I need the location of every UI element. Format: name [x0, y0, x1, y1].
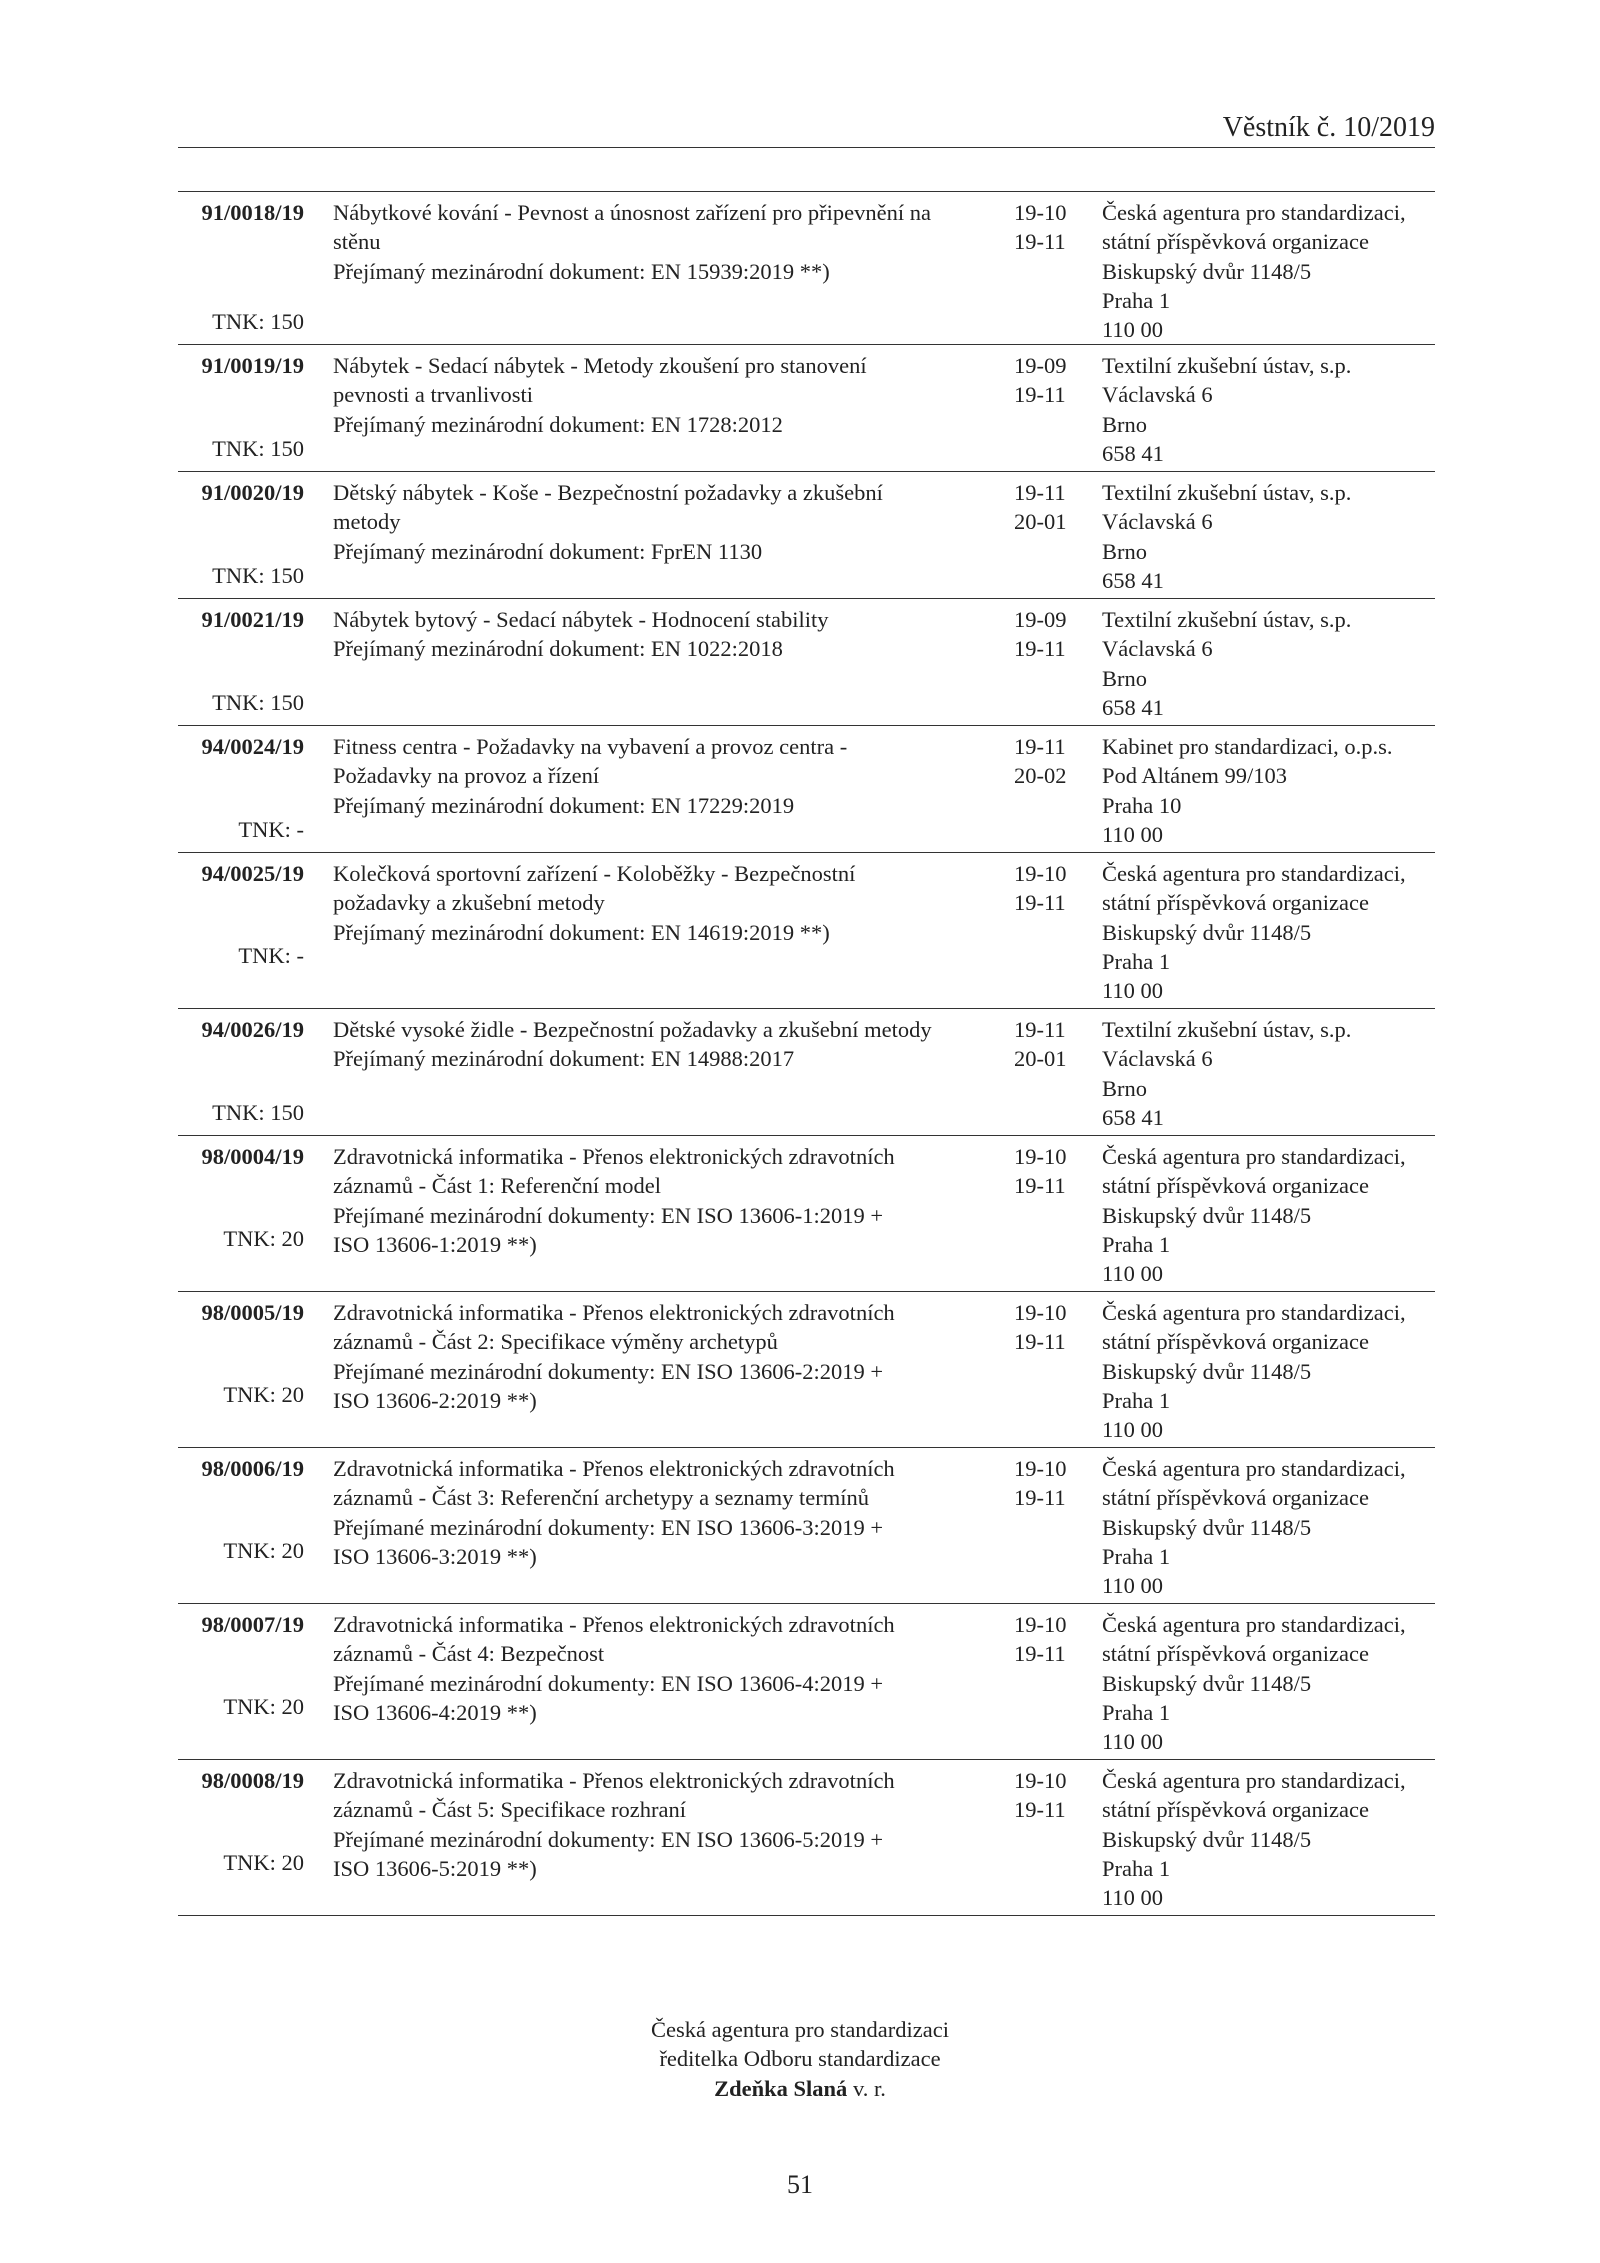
standard-dates: 19-11 20-02 [1014, 734, 1067, 789]
signature-name: Zdeňka Slaná [714, 2075, 848, 2101]
standard-title: Zdravotnická informatika - Přenos elektronických zdravotních záznamů - Část 2: Specifikace výměny archetypů Přejímané mezinárodní dokumenty: EN ISO 13606-2:2019 + ISO 13606-2:2019 **) [333, 1300, 895, 1413]
signature-suffix: v. r. [852, 2075, 886, 2101]
standard-number: 98/0005/19 [201, 1300, 304, 1325]
tnk-label: TNK: 20 [223, 1693, 304, 1719]
standard-title: Zdravotnická informatika - Přenos elektronických zdravotních záznamů - Část 5: Specifikace rozhraní Přejímané mezinárodní dokumenty: EN ISO 13606-5:2019 + ISO 13606-5:2019 **) [333, 1768, 895, 1881]
page-header: Věstník č. 10/2019 [1222, 112, 1435, 143]
tnk-label: TNK: - [238, 816, 304, 842]
processing-organization: Česká agentura pro standardizaci, státní příspěvková organizace Biskupský dvůr 1148/5 Praha 1 110 00 [1102, 1144, 1406, 1287]
standard-number: 94/0026/19 [201, 1017, 304, 1042]
standard-number: 94/0025/19 [201, 861, 304, 886]
standard-number: 98/0008/19 [201, 1768, 304, 1793]
processing-organization: Kabinet pro standardizaci, o.p.s. Pod Altánem 99/103 Praha 10 110 00 [1102, 734, 1393, 847]
standard-title: Kolečková sportovní zařízení - Koloběžky - Bezpečnostní požadavky a zkušební metody Přejímaný mezinárodní dokument: EN 14619:2019 **) [333, 861, 856, 945]
tnk-label: TNK: 150 [212, 689, 304, 715]
standard-number: 91/0019/19 [201, 353, 304, 378]
signature-role: ředitelka Odboru standardizace [659, 2046, 941, 2072]
processing-organization: Česká agentura pro standardizaci, státní příspěvková organizace Biskupský dvůr 1148/5 Praha 1 110 00 [1102, 1612, 1406, 1755]
header-divider [178, 147, 1435, 148]
standard-title: Nábytek - Sedací nábytek - Metody zkoušení pro stanovení pevnosti a trvanlivosti Přejímaný mezinárodní dokument: EN 1728:2012 [333, 353, 867, 437]
signature-block [0, 2015, 1600, 2103]
tnk-label: TNK: 150 [212, 562, 304, 588]
processing-organization: Textilní zkušební ústav, s.p. Václavská 6 Brno 658 41 [1102, 353, 1352, 466]
standard-entry [178, 852, 1435, 1008]
standard-dates: 19-10 19-11 [1014, 1144, 1067, 1199]
tnk-label: TNK: 150 [212, 435, 304, 461]
standard-entry [178, 1291, 1435, 1447]
standard-dates: 19-10 19-11 [1014, 200, 1067, 255]
standard-number: 98/0006/19 [201, 1456, 304, 1481]
standard-entry [178, 1008, 1435, 1135]
standard-title: Dětské vysoké židle - Bezpečnostní požadavky a zkušební metody Přejímaný mezinárodní dokument: EN 14988:2017 [333, 1017, 932, 1072]
standard-entry [178, 1135, 1435, 1291]
standard-dates: 19-10 19-11 [1014, 1456, 1067, 1511]
processing-organization: Česká agentura pro standardizaci, státní příspěvková organizace Biskupský dvůr 1148/5 Praha 1 110 00 [1102, 1768, 1406, 1911]
standard-title: Nábytkové kování - Pevnost a únosnost zařízení pro připevnění na stěnu Přejímaný mezinárodní dokument: EN 15939:2019 **) [333, 200, 931, 284]
standard-dates: 19-10 19-11 [1014, 1300, 1067, 1355]
tnk-label: TNK: 20 [223, 1225, 304, 1251]
standard-entry [178, 191, 1435, 344]
standard-entry [178, 1447, 1435, 1603]
standard-dates: 19-10 19-11 [1014, 1612, 1067, 1667]
standard-number: 91/0018/19 [201, 200, 304, 225]
standard-entry [178, 725, 1435, 852]
standard-title: Nábytek bytový - Sedací nábytek - Hodnocení stability Přejímaný mezinárodní dokument: EN 1022:2018 [333, 607, 829, 662]
standard-number: 98/0007/19 [201, 1612, 304, 1637]
tnk-label: TNK: 150 [212, 308, 304, 334]
processing-organization: Česká agentura pro standardizaci, státní příspěvková organizace Biskupský dvůr 1148/5 Praha 1 110 00 [1102, 200, 1406, 343]
standard-dates: 19-10 19-11 [1014, 861, 1067, 916]
tnk-label: TNK: 150 [212, 1099, 304, 1125]
standard-dates: 19-09 19-11 [1014, 607, 1067, 662]
processing-organization: Česká agentura pro standardizaci, státní příspěvková organizace Biskupský dvůr 1148/5 Praha 1 110 00 [1102, 1456, 1406, 1599]
standard-title: Zdravotnická informatika - Přenos elektronických zdravotních záznamů - Část 1: Referenční model Přejímané mezinárodní dokumenty: EN ISO 13606-1:2019 + ISO 13606-1:2019 **) [333, 1144, 895, 1257]
standard-dates: 19-11 20-01 [1014, 1017, 1067, 1072]
standard-title: Fitness centra - Požadavky na vybavení a provoz centra - Požadavky na provoz a řízení Přejímaný mezinárodní dokument: EN 17229:2019 [333, 734, 848, 818]
processing-organization: Textilní zkušební ústav, s.p. Václavská 6 Brno 658 41 [1102, 1017, 1352, 1130]
processing-organization: Textilní zkušební ústav, s.p. Václavská 6 Brno 658 41 [1102, 607, 1352, 720]
tnk-label: TNK: 20 [223, 1849, 304, 1875]
standard-number: 94/0024/19 [201, 734, 304, 759]
standard-dates: 19-10 19-11 [1014, 1768, 1067, 1823]
signature-line [0, 2074, 1600, 2103]
processing-organization: Textilní zkušební ústav, s.p. Václavská 6 Brno 658 41 [1102, 480, 1352, 593]
signature-agency: Česká agentura pro standardizaci [651, 2017, 949, 2042]
standard-title: Zdravotnická informatika - Přenos elektronických zdravotních záznamů - Část 4: Bezpečnost Přejímané mezinárodní dokumenty: EN ISO 13606-4:2019 + ISO 13606-4:2019 **) [333, 1612, 895, 1725]
tnk-label: TNK: 20 [223, 1381, 304, 1407]
processing-organization: Česká agentura pro standardizaci, státní příspěvková organizace Biskupský dvůr 1148/5 Praha 1 110 00 [1102, 861, 1406, 1004]
standard-entry [178, 471, 1435, 598]
tnk-label: TNK: 20 [223, 1537, 304, 1563]
standard-entry [178, 344, 1435, 471]
standard-title: Dětský nábytek - Koše - Bezpečnostní požadavky a zkušební metody Přejímaný mezinárodní dokument: FprEN 1130 [333, 480, 883, 564]
standard-number: 98/0004/19 [201, 1144, 304, 1169]
standards-list [178, 191, 1435, 1916]
standard-number: 91/0020/19 [201, 480, 304, 505]
standard-entry [178, 598, 1435, 725]
standard-entry [178, 1759, 1435, 1916]
standard-number: 91/0021/19 [201, 607, 304, 632]
standard-title: Zdravotnická informatika - Přenos elektronických zdravotních záznamů - Část 3: Referenční archetypy a seznamy termínů Přejímané mezinárodní dokumenty: EN ISO 13606-3:2019 + ISO 13606-3:2019 **) [333, 1456, 895, 1569]
standard-dates: 19-09 19-11 [1014, 353, 1067, 408]
standard-entry [178, 1603, 1435, 1759]
tnk-label: TNK: - [238, 942, 304, 968]
page-number: 51 [787, 2170, 813, 2199]
processing-organization: Česká agentura pro standardizaci, státní příspěvková organizace Biskupský dvůr 1148/5 Praha 1 110 00 [1102, 1300, 1406, 1443]
standard-dates: 19-11 20-01 [1014, 480, 1067, 535]
